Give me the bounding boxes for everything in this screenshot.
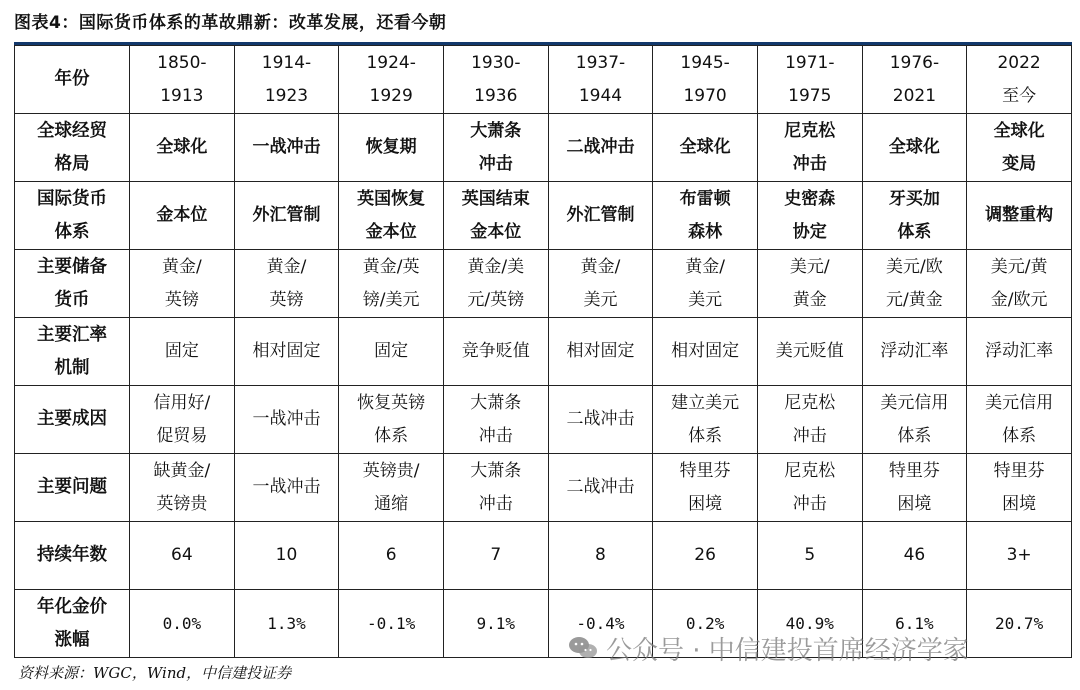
table-cell: 40.9% <box>757 590 862 658</box>
table-cell: 1945- 1970 <box>653 46 758 114</box>
table-cell: 尼克松 冲击 <box>757 114 862 182</box>
row-header: 主要汇率 机制 <box>15 318 130 386</box>
table-cell: 缺黄金/ 英镑贵 <box>130 454 235 522</box>
table-cell: 美元信用 体系 <box>862 386 967 454</box>
figure-title: 图表4：国际货币体系的革故鼎新：改革发展，还看今朝 <box>14 13 447 33</box>
table-cell: 大萧条 冲击 <box>443 386 548 454</box>
table-cell: 固定 <box>130 318 235 386</box>
table-cell: 布雷顿 森林 <box>653 182 758 250</box>
table-row <box>15 386 1072 454</box>
table-cell: 特里芬 困境 <box>967 454 1072 522</box>
table-cell: 调整重构 <box>967 182 1072 250</box>
source-note: 资料来源：WGC，Wind，中信建投证券 <box>18 664 292 682</box>
table-cell: 二战冲击 <box>548 114 653 182</box>
table-cell: 1924- 1929 <box>339 46 444 114</box>
table-cell: 20.7% <box>967 590 1072 658</box>
watermark <box>568 630 969 666</box>
table-cell: 黄金/ 英镑 <box>130 250 235 318</box>
row-header: 年份 <box>15 46 130 114</box>
table-cell: 26 <box>653 522 758 590</box>
table-cell: 史密森 协定 <box>757 182 862 250</box>
table-cell: 1930- 1936 <box>443 46 548 114</box>
table-row <box>15 114 1072 182</box>
table-cell: 浮动汇率 <box>967 318 1072 386</box>
table-cell: 1937- 1944 <box>548 46 653 114</box>
table-cell: 全球化 <box>653 114 758 182</box>
table-cell: 外汇管制 <box>548 182 653 250</box>
table-cell: 46 <box>862 522 967 590</box>
table-cell: 3+ <box>967 522 1072 590</box>
table-cell: 10 <box>234 522 339 590</box>
table-cell: 1914- 1923 <box>234 46 339 114</box>
table-cell: 美元/黄 金/欧元 <box>967 250 1072 318</box>
table-cell: 1971- 1975 <box>757 46 862 114</box>
table-cell: 英国恢复 金本位 <box>339 182 444 250</box>
table-cell: 相对固定 <box>234 318 339 386</box>
table-cell: 牙买加 体系 <box>862 182 967 250</box>
table-cell: 7 <box>443 522 548 590</box>
wechat-icon <box>568 635 598 661</box>
table-cell: 相对固定 <box>653 318 758 386</box>
table-cell: 相对固定 <box>548 318 653 386</box>
table-cell: 0.2% <box>653 590 758 658</box>
row-header: 持续年数 <box>15 522 130 590</box>
table-cell: 大萧条 冲击 <box>443 454 548 522</box>
row-header: 主要问题 <box>15 454 130 522</box>
table-cell: 黄金/ 美元 <box>548 250 653 318</box>
table-cell: 大萧条 冲击 <box>443 114 548 182</box>
table-cell: 特里芬 困境 <box>862 454 967 522</box>
table-row <box>15 318 1072 386</box>
table-cell: 5 <box>757 522 862 590</box>
table-cell: 0.0% <box>130 590 235 658</box>
row-header: 全球经贸 格局 <box>15 114 130 182</box>
table-cell: 黄金/美 元/英镑 <box>443 250 548 318</box>
table-cell: 黄金/ 英镑 <box>234 250 339 318</box>
table-cell: 二战冲击 <box>548 386 653 454</box>
table-cell: 尼克松 冲击 <box>757 454 862 522</box>
row-header: 主要成因 <box>15 386 130 454</box>
table-cell: 恢复期 <box>339 114 444 182</box>
table-cell: 竞争贬值 <box>443 318 548 386</box>
table-cell: 1976- 2021 <box>862 46 967 114</box>
watermark-text: 公众号 · 中信建投首席经济学家 <box>606 635 969 666</box>
currency-system-table <box>14 45 1072 658</box>
table-cell: 信用好/ 促贸易 <box>130 386 235 454</box>
table-cell: 美元/ 黄金 <box>757 250 862 318</box>
table-cell: 8 <box>548 522 653 590</box>
table-cell: 全球化 <box>862 114 967 182</box>
table-row <box>15 182 1072 250</box>
table-cell: 尼克松 冲击 <box>757 386 862 454</box>
table-cell: 9.1% <box>443 590 548 658</box>
table-cell: -0.1% <box>339 590 444 658</box>
table-row <box>15 522 1072 590</box>
table-cell: 黄金/英 镑/美元 <box>339 250 444 318</box>
table-cell: 英国结束 金本位 <box>443 182 548 250</box>
table-cell: 金本位 <box>130 182 235 250</box>
table-cell: 二战冲击 <box>548 454 653 522</box>
table-cell: 一战冲击 <box>234 114 339 182</box>
table-cell: 6 <box>339 522 444 590</box>
table-cell: 固定 <box>339 318 444 386</box>
table-cell: 全球化 <box>130 114 235 182</box>
table-cell: 全球化 变局 <box>967 114 1072 182</box>
row-header: 国际货币 体系 <box>15 182 130 250</box>
table-cell: 64 <box>130 522 235 590</box>
table-cell: 外汇管制 <box>234 182 339 250</box>
table-row <box>15 46 1072 114</box>
table-row <box>15 454 1072 522</box>
table-cell: 黄金/ 美元 <box>653 250 758 318</box>
table-cell: 特里芬 困境 <box>653 454 758 522</box>
table-cell: 恢复英镑 体系 <box>339 386 444 454</box>
table-cell: 美元贬值 <box>757 318 862 386</box>
table-cell: -0.4% <box>548 590 653 658</box>
table-cell: 美元信用 体系 <box>967 386 1072 454</box>
table-cell: 一战冲击 <box>234 454 339 522</box>
table-cell: 1.3% <box>234 590 339 658</box>
table-cell: 一战冲击 <box>234 386 339 454</box>
table-cell: 英镑贵/ 通缩 <box>339 454 444 522</box>
table-cell: 2022 至今 <box>967 46 1072 114</box>
table-row <box>15 250 1072 318</box>
table-cell: 建立美元 体系 <box>653 386 758 454</box>
table-cell: 美元/欧 元/黄金 <box>862 250 967 318</box>
row-header: 年化金价 涨幅 <box>15 590 130 658</box>
table-cell: 浮动汇率 <box>862 318 967 386</box>
table-cell: 6.1% <box>862 590 967 658</box>
table-cell: 1850- 1913 <box>130 46 235 114</box>
row-header: 主要储备 货币 <box>15 250 130 318</box>
